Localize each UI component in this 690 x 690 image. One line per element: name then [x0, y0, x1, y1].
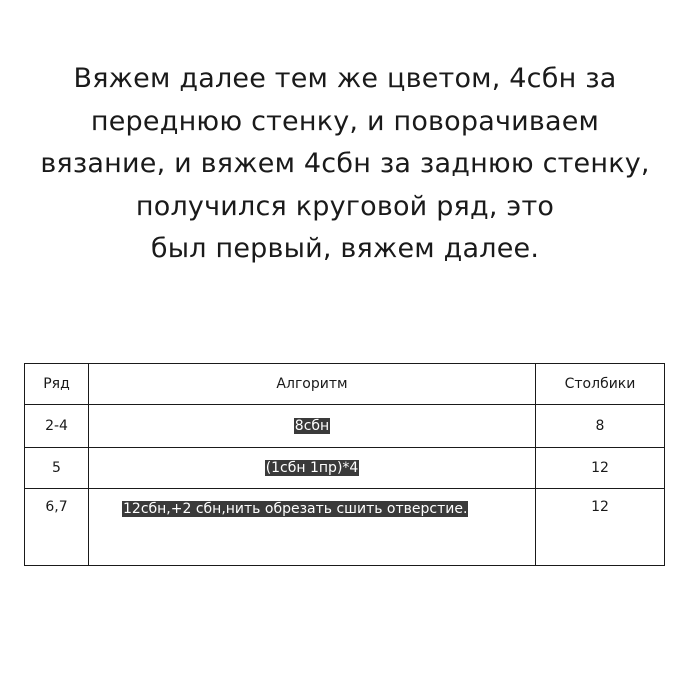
instruction-line: Вяжем далее тем же цветом, 4сбн за — [73, 63, 617, 94]
header-algorithm: Алгоритм — [89, 364, 536, 405]
highlighted-algorithm-text: (1сбн 1пр)*4 — [265, 460, 359, 476]
cell-algorithm — [89, 448, 536, 489]
table-row — [25, 489, 665, 566]
header-stitches: Столбики — [536, 364, 665, 405]
highlighted-algorithm-text: 12сбн,+2 сбн,нить обрезать сшить отверстие. — [123, 501, 468, 517]
instruction-line: получился круговой ряд, это — [135, 190, 555, 222]
instruction-line: переднюю стенку, и поворачиваем — [90, 105, 600, 137]
cell-algorithm — [89, 405, 536, 448]
table-row — [25, 405, 665, 448]
algorithm-wrap — [122, 499, 502, 520]
instruction-line: вязание, и вяжем 4сбн за заднюю стенку, — [40, 148, 650, 179]
header-row-number: Ряд — [25, 364, 89, 405]
cell-stitches: 12 — [536, 448, 665, 489]
cell-row-number: 6,7 — [25, 489, 89, 566]
table-row — [25, 448, 665, 489]
instruction-line: был первый, вяжем далее. — [150, 233, 540, 264]
cell-algorithm — [89, 489, 536, 566]
cell-stitches: 12 — [536, 489, 665, 566]
instruction-text — [0, 58, 690, 271]
cell-row-number: 5 — [25, 448, 89, 489]
table-header-row — [25, 364, 665, 405]
cell-stitches: 8 — [536, 405, 665, 448]
pattern-table — [24, 363, 665, 566]
highlighted-algorithm-text: 8сбн — [294, 418, 330, 434]
cell-row-number: 2-4 — [25, 405, 89, 448]
